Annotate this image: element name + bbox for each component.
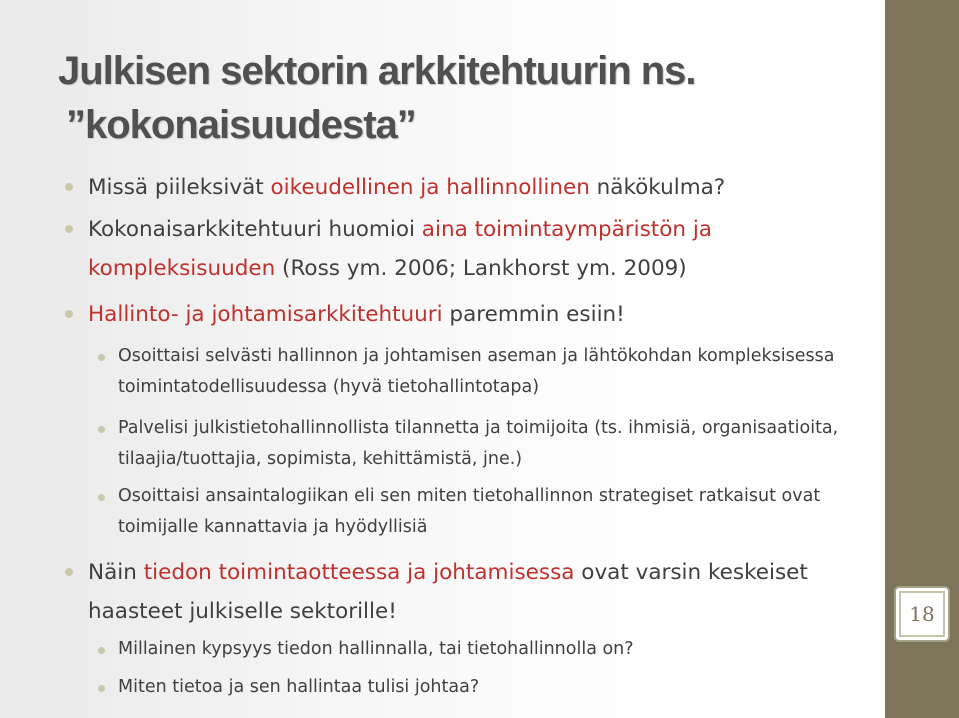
bullet-dot-icon bbox=[98, 426, 105, 433]
bullet-dot-icon bbox=[65, 568, 73, 576]
highlight-text: oikeudellinen ja hallinnollinen bbox=[270, 175, 590, 200]
bullet-dot-icon bbox=[98, 685, 105, 692]
highlight-text: aina toimintaympäristön ja kompleksisuuden bbox=[88, 217, 712, 281]
highlight-text: Hallinto- ja johtamisarkkitehtuuri bbox=[88, 302, 443, 327]
bullet-dot-icon bbox=[98, 354, 105, 361]
bullet-4: Näin tiedon toimintaotteessa ja johtamisessa ovat varsin keskeiset haasteet julkiselle sektorille! bbox=[88, 553, 858, 631]
highlight-text: tiedon toimintaotteessa ja johtamisessa bbox=[143, 560, 575, 585]
sub-bullet: Osoittaisi ansaintalogiikan eli sen miten tietohallinnon strategiset ratkaisut ovat toimijalle kannattavia ja hyödyllisiä bbox=[118, 481, 848, 543]
bullet-dot-icon bbox=[98, 647, 105, 654]
bullet-dot-icon bbox=[65, 225, 73, 233]
sub-bullet: Miten tietoa ja sen hallintaa tulisi johtaa? bbox=[118, 672, 848, 703]
sub-bullet: Millainen kypsyys tiedon hallinnalla, tai tietohallinnolla on? bbox=[118, 634, 848, 665]
bullet-dot-icon bbox=[98, 494, 105, 501]
title-line-2: ”kokonaisuudesta” bbox=[66, 103, 416, 147]
bullet-dot-icon bbox=[65, 310, 73, 318]
sub-bullet: Osoittaisi selvästi hallinnon ja johtamisen aseman ja lähtökohdan kompleksisessa toimintatodellisuudessa (hyvä tietohallintotapa) bbox=[118, 341, 848, 403]
bullet-dot-icon bbox=[65, 183, 73, 191]
sub-bullet: Palvelisi julkistietohallinnollista tilannetta ja toimijoita (ts. ihmisiä, organisaatioita, tilaajia/tuottajia, sopimista, kehittämistä, jne.) bbox=[118, 413, 848, 475]
title-line-1: Julkisen sektorin arkkitehtuurin ns. bbox=[58, 49, 696, 93]
page-number: 18 bbox=[894, 586, 950, 642]
bullet-3: Hallinto- ja johtamisarkkitehtuuri paremmin esiin! bbox=[88, 295, 858, 334]
bullet-1: Missä piileksivät oikeudellinen ja hallinnollinen näkökulma? bbox=[88, 168, 858, 207]
bullet-2: Kokonaisarkkitehtuuri huomioi aina toimintaympäristön ja kompleksisuuden (Ross ym. 2006; Lankhorst ym. 2009) bbox=[88, 210, 858, 288]
